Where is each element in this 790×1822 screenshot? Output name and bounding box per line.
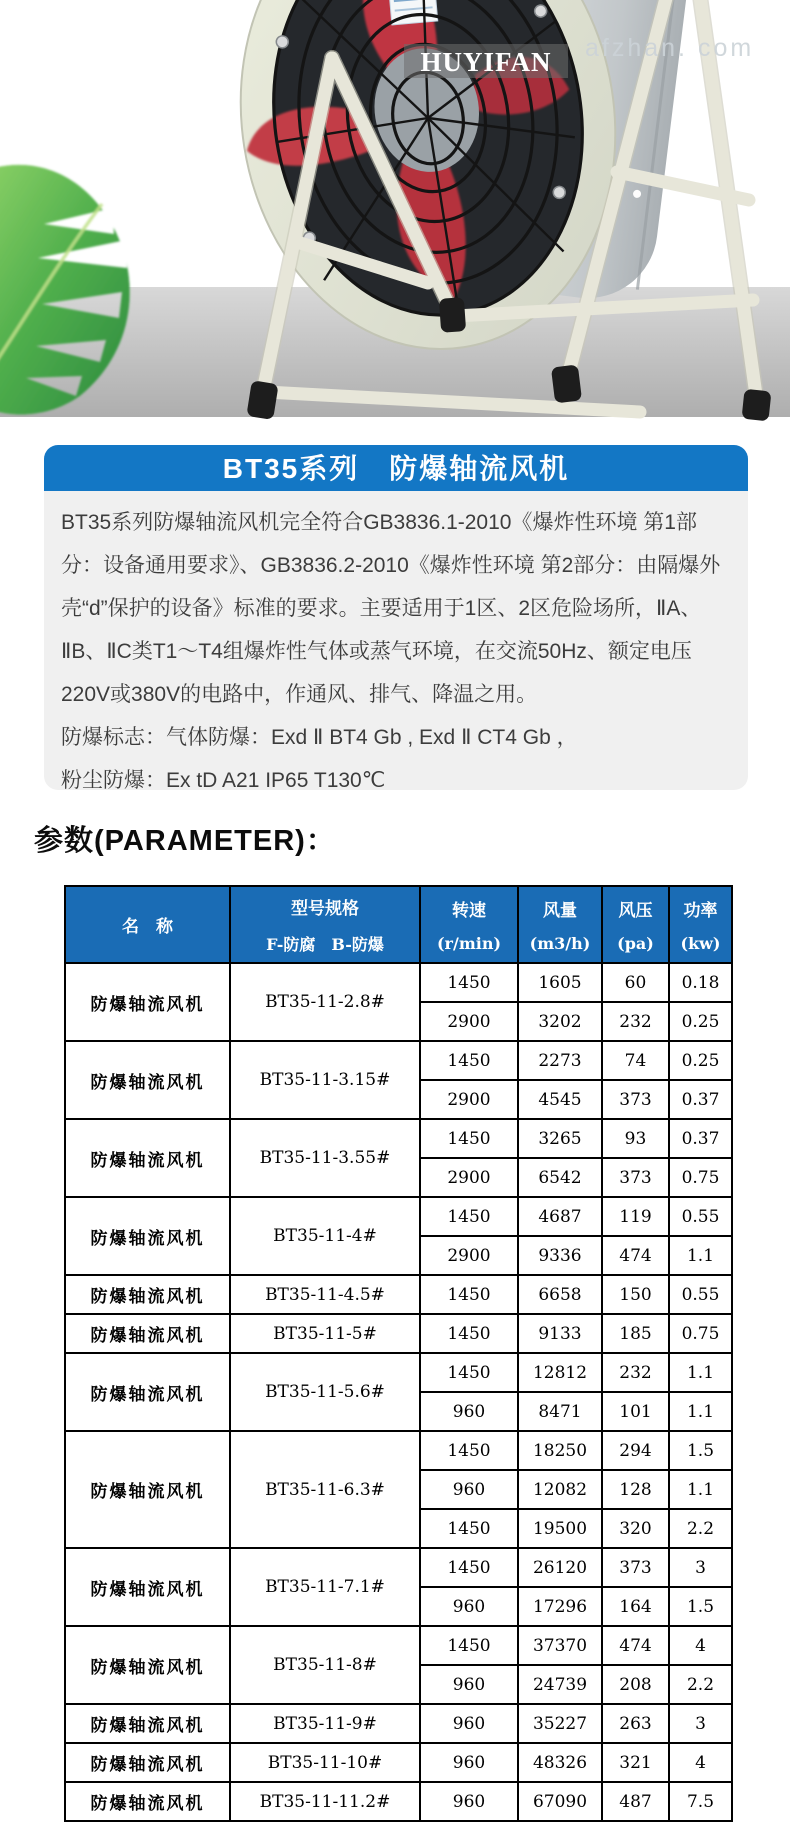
flow-cell: 4687 [518, 1197, 602, 1236]
pressure-cell: 128 [602, 1470, 669, 1509]
speed-cell: 2900 [420, 1236, 518, 1275]
flow-cell: 3265 [518, 1119, 602, 1158]
parameter-table [64, 885, 733, 1822]
speed-cell: 1450 [420, 1509, 518, 1548]
flow-cell: 26120 [518, 1548, 602, 1587]
table-row [65, 1704, 732, 1743]
flow-cell: 12812 [518, 1353, 602, 1392]
flow-cell: 12082 [518, 1470, 602, 1509]
pressure-cell: 294 [602, 1431, 669, 1470]
speed-cell: 1450 [420, 1548, 518, 1587]
pressure-cell: 60 [602, 963, 669, 1002]
speed-cell: 2900 [420, 1080, 518, 1119]
pressure-cell: 74 [602, 1041, 669, 1080]
power-cell: 1.1 [669, 1392, 732, 1431]
power-cell: 7.5 [669, 1782, 732, 1821]
speed-cell: 2900 [420, 1002, 518, 1041]
brand-label: HUYIFAN [420, 47, 552, 77]
brand-plate [404, 44, 568, 78]
fan-name-cell: 防爆轴流风机 [65, 1431, 230, 1548]
power-cell: 2.2 [669, 1509, 732, 1548]
pressure-cell: 373 [602, 1080, 669, 1119]
model-cell: BT35-11-11.2# [230, 1782, 420, 1821]
pressure-cell: 93 [602, 1119, 669, 1158]
col-header-power: 功率 (kw) [669, 886, 732, 963]
speed-cell: 960 [420, 1587, 518, 1626]
flow-cell: 9336 [518, 1236, 602, 1275]
speed-cell: 1450 [420, 1119, 518, 1158]
power-cell: 1.5 [669, 1587, 732, 1626]
speed-cell: 1450 [420, 1626, 518, 1665]
fan-name-cell: 防爆轴流风机 [65, 1548, 230, 1626]
pressure-cell: 321 [602, 1743, 669, 1782]
table-row [65, 1119, 732, 1158]
model-cell: BT35-11-9# [230, 1704, 420, 1743]
model-cell: BT35-11-3.15# [230, 1041, 420, 1119]
table-row [65, 1197, 732, 1236]
col-header-flow: 风量 (m3/h) [518, 886, 602, 963]
speed-cell: 960 [420, 1704, 518, 1743]
flow-cell: 35227 [518, 1704, 602, 1743]
flow-cell: 37370 [518, 1626, 602, 1665]
flow-cell: 9133 [518, 1314, 602, 1353]
speed-cell: 1450 [420, 1431, 518, 1470]
model-cell: BT35-11-2.8# [230, 963, 420, 1041]
fan-name-cell: 防爆轴流风机 [65, 1314, 230, 1353]
speed-cell: 1450 [420, 1353, 518, 1392]
explosion-proof-marking-gas: 防爆标志：气体防爆：Exd Ⅱ BT4 Gb , Exd Ⅱ CT4 Gb ， [61, 726, 578, 749]
flow-cell: 17296 [518, 1587, 602, 1626]
speed-cell: 2900 [420, 1158, 518, 1197]
model-cell: BT35-11-3.55# [230, 1119, 420, 1197]
power-cell: 3 [669, 1704, 732, 1743]
pressure-cell: 474 [602, 1626, 669, 1665]
pressure-cell: 101 [602, 1392, 669, 1431]
speed-cell: 1450 [420, 1041, 518, 1080]
parameter-table-header [65, 886, 732, 963]
table-row [65, 1548, 732, 1587]
power-cell: 0.37 [669, 1119, 732, 1158]
power-cell: 0.75 [669, 1158, 732, 1197]
col-header-name: 名 称 [65, 886, 230, 963]
table-row [65, 1743, 732, 1782]
flow-cell: 6658 [518, 1275, 602, 1314]
power-cell: 1.1 [669, 1236, 732, 1275]
fan-name-cell: 防爆轴流风机 [65, 1626, 230, 1704]
table-row [65, 1626, 732, 1665]
speed-cell: 1450 [420, 1314, 518, 1353]
series-title-bar [44, 445, 748, 491]
speed-cell: 960 [420, 1392, 518, 1431]
power-cell: 2.2 [669, 1665, 732, 1704]
flow-cell: 4545 [518, 1080, 602, 1119]
fan-name-cell: 防爆轴流风机 [65, 1782, 230, 1821]
table-row [65, 963, 732, 1002]
speed-cell: 960 [420, 1782, 518, 1821]
fan-name-cell: 防爆轴流风机 [65, 1743, 230, 1782]
flow-cell: 18250 [518, 1431, 602, 1470]
explosion-proof-marking-dust: 粉尘防爆：Ex tD A21 IP65 T130℃ [61, 769, 386, 792]
pressure-cell: 263 [602, 1704, 669, 1743]
col-header-pressure: 风压 (pa) [602, 886, 669, 963]
power-cell: 0.18 [669, 963, 732, 1002]
power-cell: 3 [669, 1548, 732, 1587]
power-cell: 1.1 [669, 1470, 732, 1509]
power-cell: 0.37 [669, 1080, 732, 1119]
model-cell: BT35-11-4# [230, 1197, 420, 1275]
speed-cell: 960 [420, 1470, 518, 1509]
pressure-cell: 232 [602, 1002, 669, 1041]
flow-cell: 8471 [518, 1392, 602, 1431]
power-cell: 0.25 [669, 1002, 732, 1041]
fan-name-cell: 防爆轴流风机 [65, 1275, 230, 1314]
speed-cell: 1450 [420, 1197, 518, 1236]
pressure-cell: 185 [602, 1314, 669, 1353]
col-header-speed: 转速 (r/min) [420, 886, 518, 963]
fan-name-cell: 防爆轴流风机 [65, 1041, 230, 1119]
pressure-cell: 119 [602, 1197, 669, 1236]
pressure-cell: 232 [602, 1353, 669, 1392]
description-box [44, 491, 748, 790]
table-row [65, 1782, 732, 1821]
parameter-heading: 参数(PARAMETER)： [34, 825, 336, 857]
model-cell: BT35-11-5.6# [230, 1353, 420, 1431]
model-cell: BT35-11-6.3# [230, 1431, 420, 1548]
table-row [65, 1041, 732, 1080]
pressure-cell: 373 [602, 1158, 669, 1197]
power-cell: 0.75 [669, 1314, 732, 1353]
description-paragraph: BT35系列防爆轴流风机完全符合GB3836.1-2010《爆炸性环境 第1部分：设备通用要求》、GB3836.2-2010《爆炸性环境 第2部分：由隔爆外壳“d”保护的设备》标准的要求。主要适用于1区、2区危险场所，ⅡA、ⅡB、ⅡC类T1～T4组爆炸性气体或蒸气环境，在交流50Hz、额定电压220V或380V的电路中，作通风、排气、降温之用。 [61, 511, 721, 706]
fan-name-cell: 防爆轴流风机 [65, 1704, 230, 1743]
model-cell: BT35-11-7.1# [230, 1548, 420, 1626]
speed-cell: 960 [420, 1743, 518, 1782]
fan-name-cell: 防爆轴流风机 [65, 1197, 230, 1275]
flow-cell: 24739 [518, 1665, 602, 1704]
fan-name-cell: 防爆轴流风机 [65, 963, 230, 1041]
flow-cell: 6542 [518, 1158, 602, 1197]
power-cell: 1.5 [669, 1431, 732, 1470]
parameter-table-body [65, 963, 732, 1821]
pressure-cell: 474 [602, 1236, 669, 1275]
model-cell: BT35-11-10# [230, 1743, 420, 1782]
power-cell: 1.1 [669, 1353, 732, 1392]
table-row [65, 1275, 732, 1314]
power-cell: 0.55 [669, 1275, 732, 1314]
power-cell: 4 [669, 1743, 732, 1782]
flow-cell: 19500 [518, 1509, 602, 1548]
fan-photo-illustration [0, 0, 790, 417]
flow-cell: 2273 [518, 1041, 602, 1080]
series-title: BT35系列 防爆轴流风机 [222, 453, 570, 484]
speed-cell: 960 [420, 1665, 518, 1704]
watermark-text: afzhan. com [585, 34, 755, 62]
pressure-cell: 373 [602, 1548, 669, 1587]
model-cell: BT35-11-5# [230, 1314, 420, 1353]
power-cell: 0.25 [669, 1041, 732, 1080]
col-header-model: 型号规格 F-防腐 B-防爆 [230, 886, 420, 963]
pressure-cell: 487 [602, 1782, 669, 1821]
flow-cell: 3202 [518, 1002, 602, 1041]
speed-cell: 1450 [420, 1275, 518, 1314]
product-photo [0, 0, 790, 417]
speed-cell: 1450 [420, 963, 518, 1002]
model-cell: BT35-11-8# [230, 1626, 420, 1704]
model-cell: BT35-11-4.5# [230, 1275, 420, 1314]
pressure-cell: 164 [602, 1587, 669, 1626]
power-cell: 4 [669, 1626, 732, 1665]
pressure-cell: 150 [602, 1275, 669, 1314]
table-row [65, 1431, 732, 1470]
power-cell: 0.55 [669, 1197, 732, 1236]
flow-cell: 1605 [518, 963, 602, 1002]
table-row [65, 1314, 732, 1353]
fan-name-cell: 防爆轴流风机 [65, 1119, 230, 1197]
fan-name-cell: 防爆轴流风机 [65, 1353, 230, 1431]
pressure-cell: 320 [602, 1509, 669, 1548]
flow-cell: 48326 [518, 1743, 602, 1782]
table-row [65, 1353, 732, 1392]
flow-cell: 67090 [518, 1782, 602, 1821]
pressure-cell: 208 [602, 1665, 669, 1704]
